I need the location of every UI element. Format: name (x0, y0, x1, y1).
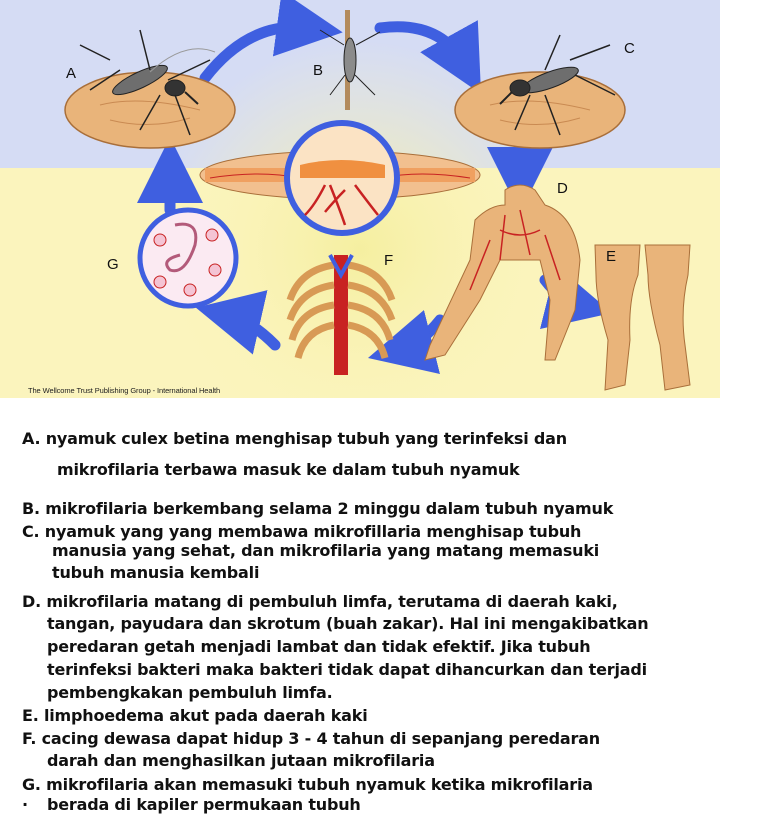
stage-b-line-1: B. mikrofilaria berkembang selama 2 minggu dalam tubuh nyamuk (22, 499, 614, 518)
stage-g-line-1: G. mikrofilaria akan memasuki tubuh nyamuk ketika mikrofilaria (22, 775, 593, 794)
stage-g-line-2: berada di kapiler permukaan tubuh (47, 795, 361, 814)
stage-f-line-1: F. cacing dewasa dapat hidup 3 - 4 tahun di sepanjang peredaran (22, 729, 600, 748)
stage-a-line-1: A. nyamuk culex betina menghisap tubuh yang terinfeksi dan (22, 429, 567, 448)
stage-c-line-3: tubuh manusia kembali (52, 563, 260, 582)
label-g: G (107, 256, 119, 273)
stage-d-line-3: peredaran getah menjadi lambat dan tidak efektif. Jika tubuh (47, 637, 591, 656)
label-d: D (557, 180, 568, 197)
stage-c-line-1: C. nyamuk yang yang membawa mikrofillaria menghisap tubuh (22, 522, 582, 541)
stage-g-bullet: · (22, 795, 28, 814)
stage-d-line-2: tangan, payudara dan skrotum (buah zakar). Hal ini mengakibatkan (47, 614, 649, 633)
stage-f-line-2: darah dan menghasilkan jutaan mikrofilaria (47, 751, 435, 770)
label-e: E (606, 248, 617, 265)
label-f: F (384, 252, 394, 269)
stage-a-line-2: mikrofilaria terbawa masuk ke dalam tubuh nyamuk (57, 460, 520, 479)
label-b: B (313, 62, 324, 79)
stage-c-line-2: manusia yang sehat, dan mikrofilaria yang matang memasuki (52, 541, 600, 560)
image-credit: The Wellcome Trust Publishing Group - International Health (28, 386, 221, 395)
stage-e-line-1: E. limphoedema akut pada daerah kaki (22, 706, 368, 725)
stage-d-line-5: pembengkakan pembuluh limfa. (47, 683, 333, 702)
label-a: A (66, 65, 77, 82)
stage-d-line-1: D. mikrofilaria matang di pembuluh limfa, terutama di daerah kaki, (22, 592, 618, 611)
stage-d-line-4: terinfeksi bakteri maka bakteri tidak dapat dihancurkan dan terjadi (47, 660, 647, 679)
label-c: C (624, 40, 635, 57)
